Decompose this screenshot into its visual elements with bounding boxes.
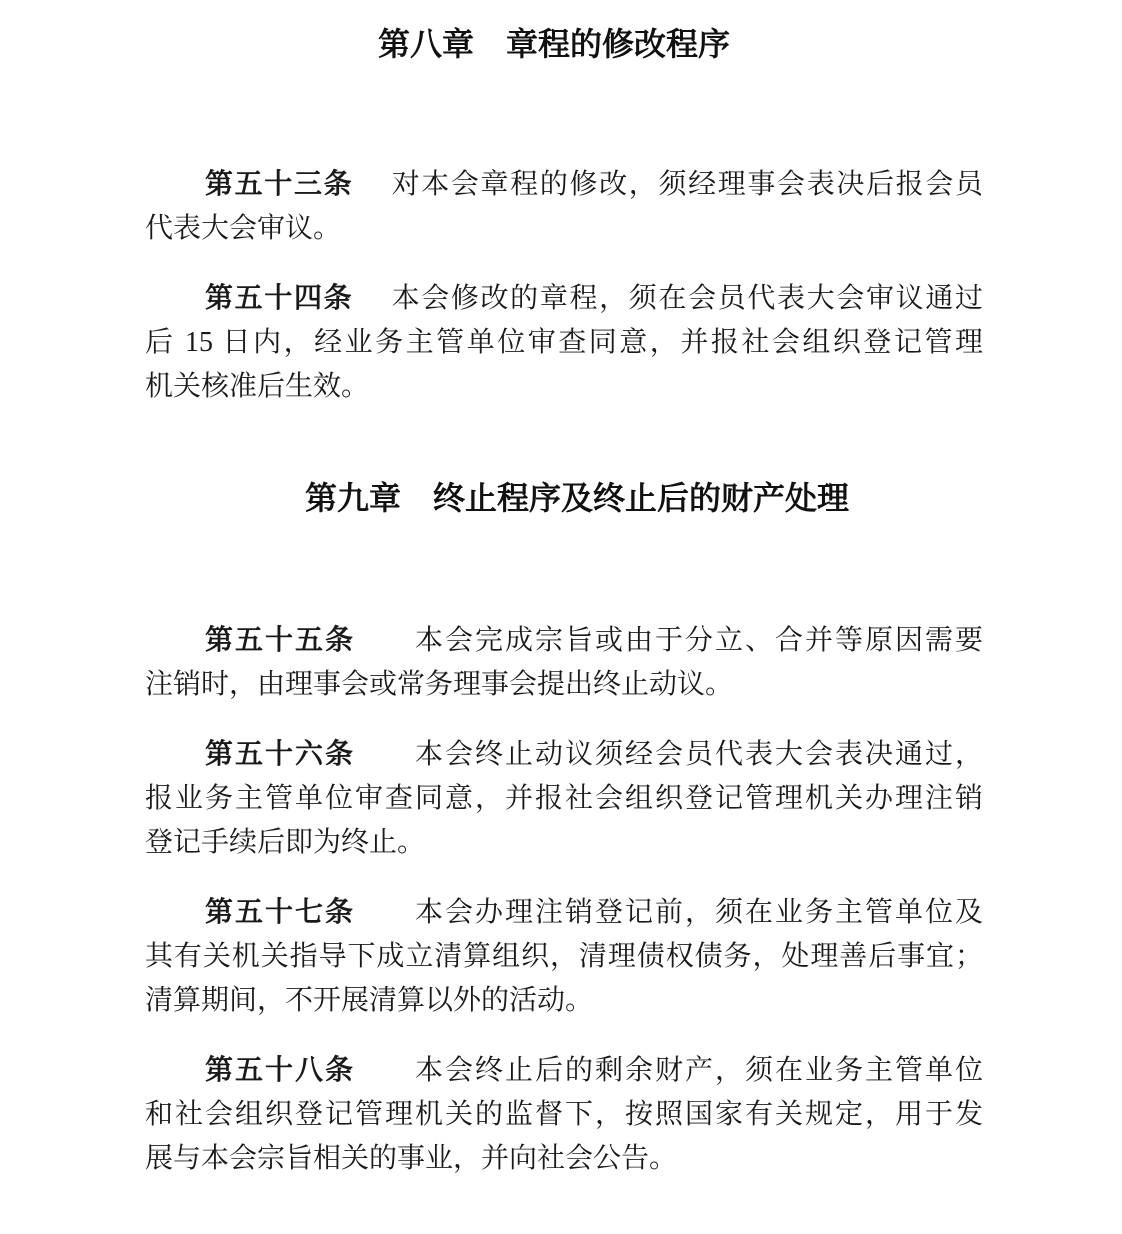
article-paragraph — [145, 619, 983, 707]
article-paragraph — [145, 891, 983, 1023]
article-line-text: 对本会章程的修改，须经理事会表决后报会员 — [353, 169, 983, 200]
article-line: 展与本会宗旨相关的事业，并向社会公告。 — [145, 1143, 678, 1174]
article-paragraph — [145, 163, 983, 251]
article-line — [145, 619, 983, 663]
article-paragraph — [145, 1049, 983, 1181]
article-line — [145, 277, 983, 321]
chapter-heading: 第九章 终止程序及终止后的财产处理 — [304, 480, 849, 516]
article-line — [145, 891, 983, 935]
article-line-text: 本会完成宗旨或由于分立、合并等原因需要 — [355, 625, 983, 656]
article-line-text: 本会终止动议须经会员代表大会表决通过， — [355, 739, 983, 770]
article-paragraph — [145, 733, 983, 865]
article-line — [145, 1049, 983, 1093]
article-line-text: 本会办理注销登记前，须在业务主管单位及 — [355, 897, 983, 928]
article-line: 清算期间，不开展清算以外的活动。 — [145, 985, 594, 1016]
article-line-text: 本会终止后的剩余财产，须在业务主管单位 — [355, 1055, 983, 1086]
article-line: 登记手续后即为终止。 — [145, 827, 426, 858]
article-number: 第五十七条 — [205, 897, 355, 928]
document-body — [145, 22, 983, 1181]
article-line — [145, 163, 983, 207]
article-paragraph — [145, 277, 983, 409]
article-line — [145, 733, 983, 777]
article-number: 第五十四条 — [205, 283, 354, 314]
article-line: 代表大会审议。 — [145, 213, 342, 244]
chapter-heading: 第八章 章程的修改程序 — [377, 26, 730, 62]
article-line: 后 15 日内，经业务主管单位审查同意，并报社会组织登记管理 — [145, 327, 983, 358]
article-number: 第五十五条 — [205, 625, 355, 656]
article-line: 其有关机关指导下成立清算组织，清理债权债务，处理善后事宜； — [145, 941, 983, 972]
article-line: 报业务主管单位审查同意，并报社会组织登记管理机关办理注销 — [145, 783, 983, 814]
article-line: 机关核准后生效。 — [145, 371, 370, 402]
article-number: 第五十六条 — [205, 739, 355, 770]
article-line: 注销时，由理事会或常务理事会提出终止动议。 — [145, 669, 734, 700]
article-number: 第五十八条 — [205, 1055, 355, 1086]
article-number: 第五十三条 — [205, 169, 354, 200]
article-line: 和社会组织登记管理机关的监督下，按照国家有关规定，用于发 — [145, 1099, 983, 1130]
article-line-text: 本会修改的章程，须在会员代表大会审议通过 — [353, 283, 983, 314]
